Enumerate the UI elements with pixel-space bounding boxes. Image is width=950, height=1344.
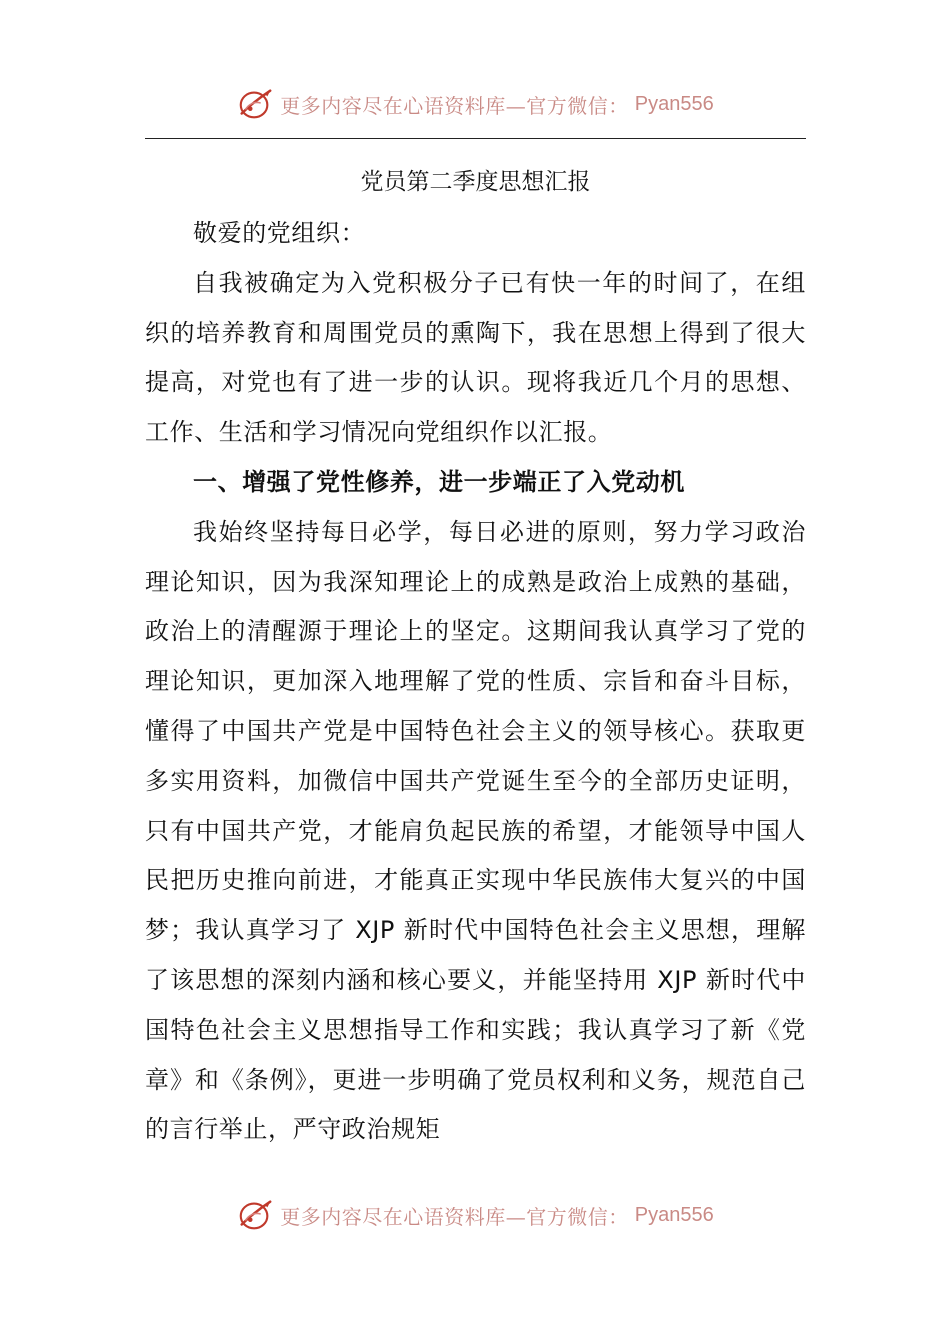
pen-logo-icon <box>236 85 274 123</box>
salutation: 敬爱的党组织： <box>193 219 366 247</box>
watermark-text: 更多内容尽在心语资料库—官方微信： <box>280 1204 629 1229</box>
section-heading: 一、增强了党性修养，进一步端正了入党动机 <box>193 467 685 496</box>
section-paragraph: 我始终坚持每日必学，每日必进的原则，努力学习政治理论知识，因为我深知理论上的成熟是政治上成熟的基础，政治上的清醒源于理论上的坚定。这期间我认真学习了党的理论知识，更加深入地理解了党的性质、宗旨和奋斗目标，懂得了中国共产党是中国特色社会主义的领导核心。获取更多实用资料，加微信中国共产党诞生至今的全部历史证明，只有中国共产党，才能肩负起民族的希望，才能领导中国人民把历史推向前进，才能真正实现中华民族伟大复兴的中国梦；我认真学习了 XJP 新时代中国特色社会主义思想，理解了该思想的深刻内涵和核心要义，并能坚持用 XJP 新时代中国特色社会主义思想指导工作和实践；我认真学习了新《党章》和《条例》，更进一步明确了党员权利和义务，规范自己的言行举止，严守政治规矩 <box>145 517 806 1144</box>
watermark-wechat-id: Pyan556 <box>634 92 714 115</box>
header-divider <box>145 138 806 139</box>
watermark-footer <box>0 1195 950 1235</box>
pen-logo-icon <box>236 1196 274 1234</box>
document-title: 党员第二季度思想汇报 <box>360 169 591 195</box>
watermark-header <box>0 84 950 124</box>
watermark-text: 更多内容尽在心语资料库—官方微信： <box>280 93 629 118</box>
document-body <box>145 209 806 1155</box>
intro-paragraph: 自我被确定为入党积极分子已有快一年的时间了，在组织的培养教育和周围党员的熏陶下，我在思想上得到了很大提高，对党也有了进一步的认识。现将我近几个月的思想、工作、生活和学习情况向党组织作以汇报。 <box>145 268 806 447</box>
watermark-wechat-id: Pyan556 <box>634 1203 714 1226</box>
